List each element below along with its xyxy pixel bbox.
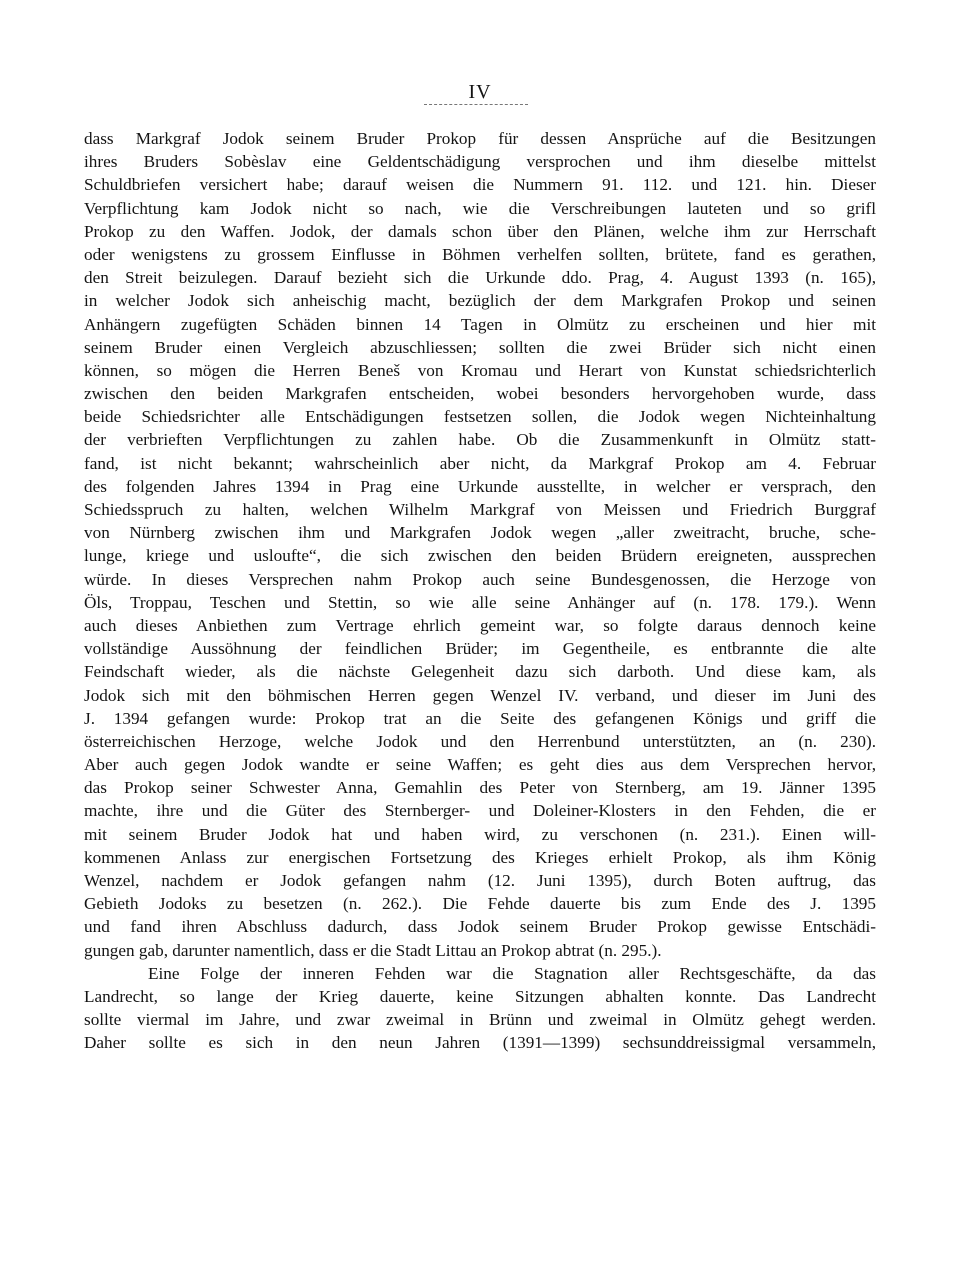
text-line: gungen gab, darunter namentlich, dass er die Stadt Littau an Prokop abtrat (n. 295.). <box>84 940 662 960</box>
text-line: machte, ihre und die Güter des Sternberger- und Doleiner-Klosters in den Fehden, die er <box>84 801 876 821</box>
text-line: Öls, Troppau, Teschen und Stettin, so wie alle seine Anhänger auf (n. 178. 179.). Wenn <box>84 592 876 612</box>
text-line: können, so mögen die Herren Beneš von Kromau und Herart von Kunstat schiedsrichterlich <box>84 360 876 380</box>
text-line: würde. In dieses Versprechen nahm Prokop auch seine Bundesgenossen, die Herzoge von <box>84 569 876 589</box>
body-text <box>84 127 876 1055</box>
text-line: ihres Bruders Sobèslav eine Geldentschädigung versprochen und ihm dieselbe mittelst <box>84 152 876 172</box>
text-line: Jodok sich mit den böhmischen Herren gegen Wenzel IV. verband, und dieser im Juni des <box>84 685 876 705</box>
text-line: oder wenigstens zu grossem Einflusse in Böhmen verhelfen sollten, brütete, fand es gerathen, <box>84 244 876 264</box>
text-line: den Streit beizulegen. Darauf bezieht sich die Urkunde ddo. Prag, 4. August 1393 (n. 165), <box>84 268 876 288</box>
text-line: mit seinem Bruder Jodok hat und haben wird, zu verschonen (n. 231.). Einen will- <box>84 824 876 844</box>
text-line: des folgenden Jahres 1394 in Prag eine Urkunde ausstellte, in welcher er versprach, den <box>84 476 876 496</box>
text-line: Gebieth Jodoks zu besetzen (n. 262.). Die Fehde dauerte bis zum Ende des J. 1395 <box>84 894 876 914</box>
text-line: auch dieses Anbiethen zum Vertrage ehrlich gemeint war, so folgte daraus dennoch keine <box>84 615 876 635</box>
text-line: und fand ihren Abschluss dadurch, dass Jodok seinem Bruder Prokop gewisse Entschädi- <box>84 917 876 937</box>
text-line: dass Markgraf Jodok seinem Bruder Prokop für dessen Ansprüche auf die Besitzungen <box>84 129 876 148</box>
text-line: Anhängern zugefügten Schäden binnen 14 Tagen in Olmütz zu erscheinen und hier mit <box>84 314 876 334</box>
text-line: Schiedsspruch zu halten, welchen Wilhelm Markgraf von Meissen und Friedrich Burggraf <box>84 500 876 519</box>
page-number: IV <box>468 81 492 103</box>
text-line: Schuldbriefen versichert habe; darauf weisen die Nummern 91. 112. und 121. hin. Dieser <box>84 175 876 195</box>
text-line: Landrecht, so lange der Krieg dauerte, keine Sitzungen abhalten konnte. Das Landrecht <box>84 986 876 1006</box>
text-line: J. 1394 gefangen wurde: Prokop trat an die Seite des gefangenen Königs und griff die <box>84 708 876 728</box>
text-line: Aber auch gegen Jodok wandte er seine Waffen; es geht dies aus dem Versprechen hervor, <box>84 755 876 775</box>
text-line: beide Schiedsrichter alle Entschädigungen festsetzen sollen, die Jodok wegen Nichteinhaltung <box>84 407 876 427</box>
text-line: Eine Folge der inneren Fehden war die Stagnation aller Rechtsgeschäfte, da das <box>148 963 876 983</box>
text-line: lunge, kriege und usloufte“, die sich zwischen den beiden Brüdern ereigneten, aussprechen <box>84 546 876 566</box>
text-line: das Prokop seiner Schwester Anna, Gemahlin des Peter von Sternberg, am 19. Jänner 1395 <box>84 778 876 798</box>
text-line: zwischen den beiden Markgrafen entscheiden, wobei besonders hervorgehoben wurde, dass <box>84 384 876 404</box>
text-line: in welcher Jodok sich anheischig macht, bezüglich der dem Markgrafen Prokop und seinen <box>84 291 876 311</box>
text-line: vollständige Aussöhnung der feindlichen Brüder; im Gegentheile, es entbrannte die alte <box>84 639 876 659</box>
text-line: Verpflichtung kam Jodok nicht so nach, wie die Verschreibungen lauteten und so grifl <box>84 198 876 218</box>
page-number-rule <box>424 104 528 105</box>
text-line: seinem Bruder einen Vergleich abzuschliessen; sollten die zwei Brüder sich nicht einen <box>84 337 876 357</box>
text-line: österreichischen Herzoge, welche Jodok und den Herrenbund unterstützten, an (n. 230). <box>84 731 876 751</box>
text-line: Prokop zu den Waffen. Jodok, der damals schon über den Plänen, welche ihm zur Herrschaft <box>84 221 876 241</box>
text-line: fand, ist nicht bekannt; wahrscheinlich aber nicht, da Markgraf Prokop am 4. Februar <box>84 453 876 473</box>
text-line: kommenen Anlass zur energischen Fortsetzung des Krieges erhielt Prokop, als ihm König <box>84 847 876 867</box>
text-line: Daher sollte es sich in den neun Jahren (1391—1399) sechsunddreissigmal versammeln, <box>84 1033 876 1053</box>
text-line: sollte viermal im Jahre, und zwar zweimal in Brünn und zweimal in Olmütz gehegt werden. <box>84 1010 876 1030</box>
text-line: der verbrieften Verpflichtungen zu zahlen habe. Ob die Zusammenkunft in Olmütz statt- <box>84 430 876 450</box>
text-line: Feindschaft wieder, als die nächste Gelegenheit dazu sich darboth. Und diese kam, als <box>84 662 876 682</box>
text-line: von Nürnberg zwischen ihm und Markgrafen Jodok wegen „aller zweitracht, bruche, sche- <box>84 523 876 543</box>
text-line: Wenzel, nachdem er Jodok gefangen nahm (12. Juni 1395), durch Boten auftrug, das <box>84 871 876 890</box>
